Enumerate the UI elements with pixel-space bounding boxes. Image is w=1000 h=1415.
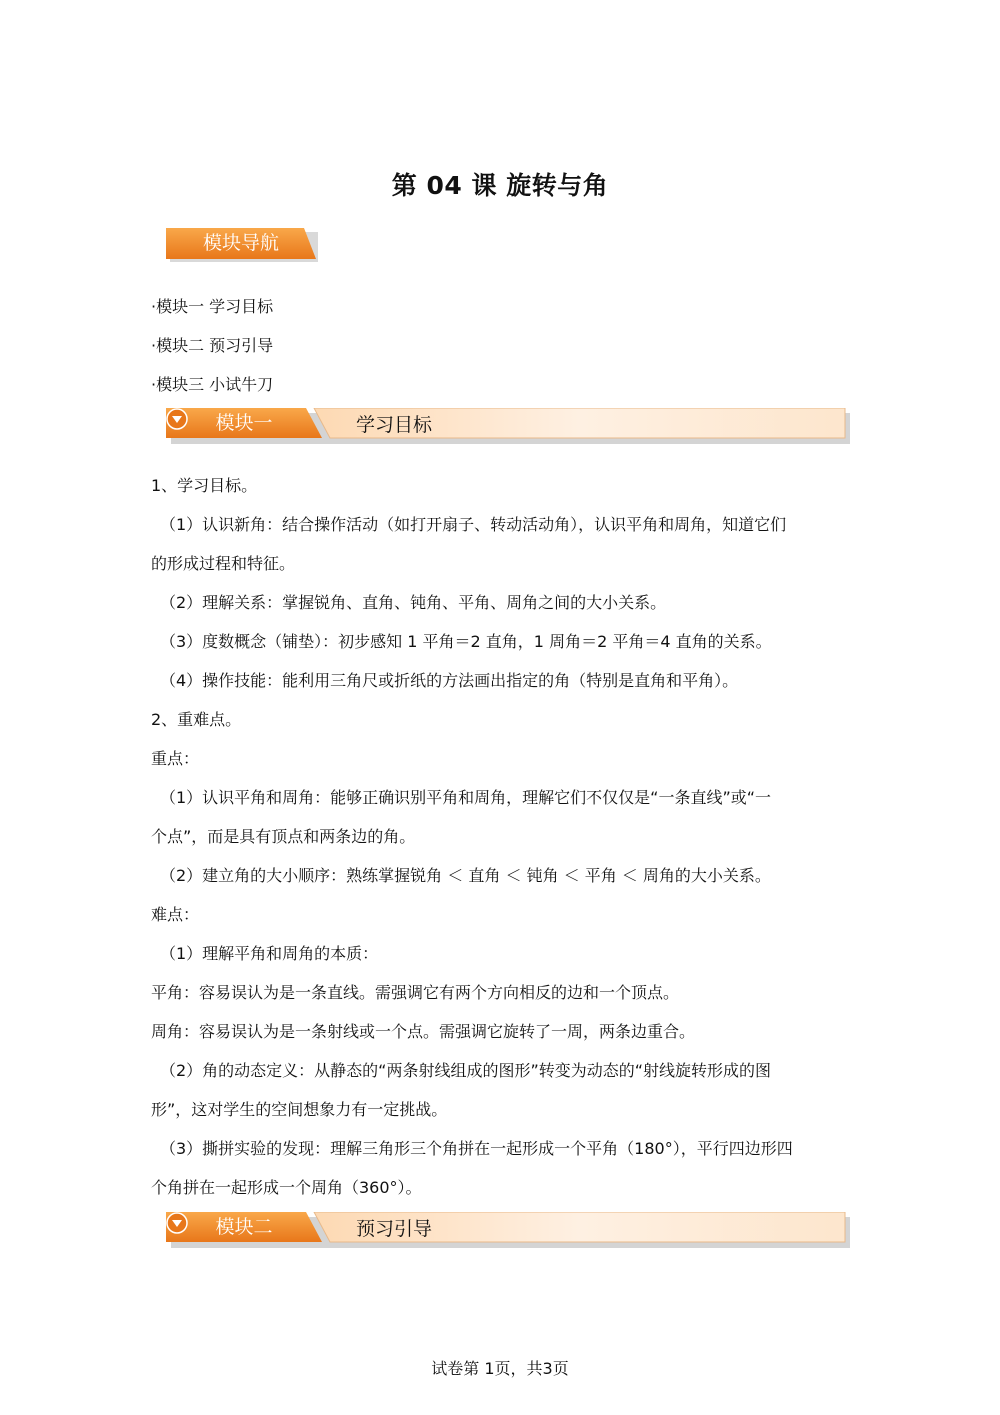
chevron-down-circle-icon	[166, 408, 188, 430]
paragraph: （3）撕拼实验的发现：理解三角形三个角拼在一起形成一个平角（180°），平行四边形四	[160, 1139, 793, 1158]
paragraph: （2）建立角的大小顺序：熟练掌握锐角 ＜ 直角 ＜ 钝角 ＜ 平角 ＜ 周角的大小关系。	[160, 866, 771, 885]
nav-item-module3: ·模块三 小试牛刀	[151, 375, 274, 394]
paragraph: （2）角的动态定义：从静态的“两条射线组成的图形”转变为动态的“射线旋转形成的图	[160, 1061, 772, 1080]
module-nav-tab-label: 模块导航	[202, 232, 279, 254]
paragraph: 周角：容易误认为是一条射线或一个点。需强调它旋转了一周，两条边重合。	[151, 1022, 696, 1041]
paragraph: 形”，这对学生的空间想象力有一定挑战。	[151, 1100, 448, 1119]
paragraph: 个角拼在一起形成一个周角（360°）。	[151, 1178, 422, 1197]
nav-item-module2: ·模块二 预习引导	[151, 336, 274, 355]
objectives-heading: 1、学习目标。	[151, 476, 258, 495]
paragraph: （1）理解平角和周角的本质：	[160, 944, 379, 963]
paragraph: 平角：容易误认为是一条直线。需强调它有两个方向相反的边和一个顶点。	[151, 983, 680, 1002]
module1-title: 学习目标	[356, 414, 433, 436]
page-footer: 试卷第 1页，共3页	[431, 1359, 569, 1378]
paragraph: （1）认识平角和周角：能够正确识别平角和周角，理解它们不仅仅是“一条直线”或“一	[160, 788, 772, 807]
module2-tag: 模块二	[215, 1216, 273, 1238]
chevron-down-circle-icon	[166, 1212, 188, 1234]
module-nav-tab	[166, 228, 320, 262]
paragraph: （4）操作技能：能利用三角尺或折纸的方法画出指定的角（特别是直角和平角）。	[160, 671, 739, 690]
key-points-label: 重点：	[151, 749, 200, 768]
module2-title: 预习引导	[356, 1218, 433, 1240]
module1-banner	[166, 408, 850, 444]
paragraph: （2）理解关系：掌握锐角、直角、钝角、平角、周角之间的大小关系。	[160, 593, 667, 612]
difficulty-heading: 2、重难点。	[151, 710, 242, 729]
paragraph: （1）认识新角：结合操作活动（如打开扇子、转动活动角），认识平角和周角，知道它们	[160, 515, 787, 534]
difficult-points-label: 难点：	[151, 905, 200, 924]
nav-item-module1: ·模块一 学习目标	[151, 297, 274, 316]
module1-tag: 模块一	[215, 412, 273, 434]
module2-banner	[166, 1212, 850, 1248]
paragraph: （3）度数概念（铺垫）：初步感知 1 平角＝2 直角，1 周角＝2 平角＝4 直角的关系。	[160, 632, 772, 651]
paragraph: 的形成过程和特征。	[151, 554, 296, 573]
page-title: 第 04 课 旋转与角	[391, 171, 609, 200]
paragraph: 个点”，而是具有顶点和两条边的角。	[151, 827, 416, 846]
